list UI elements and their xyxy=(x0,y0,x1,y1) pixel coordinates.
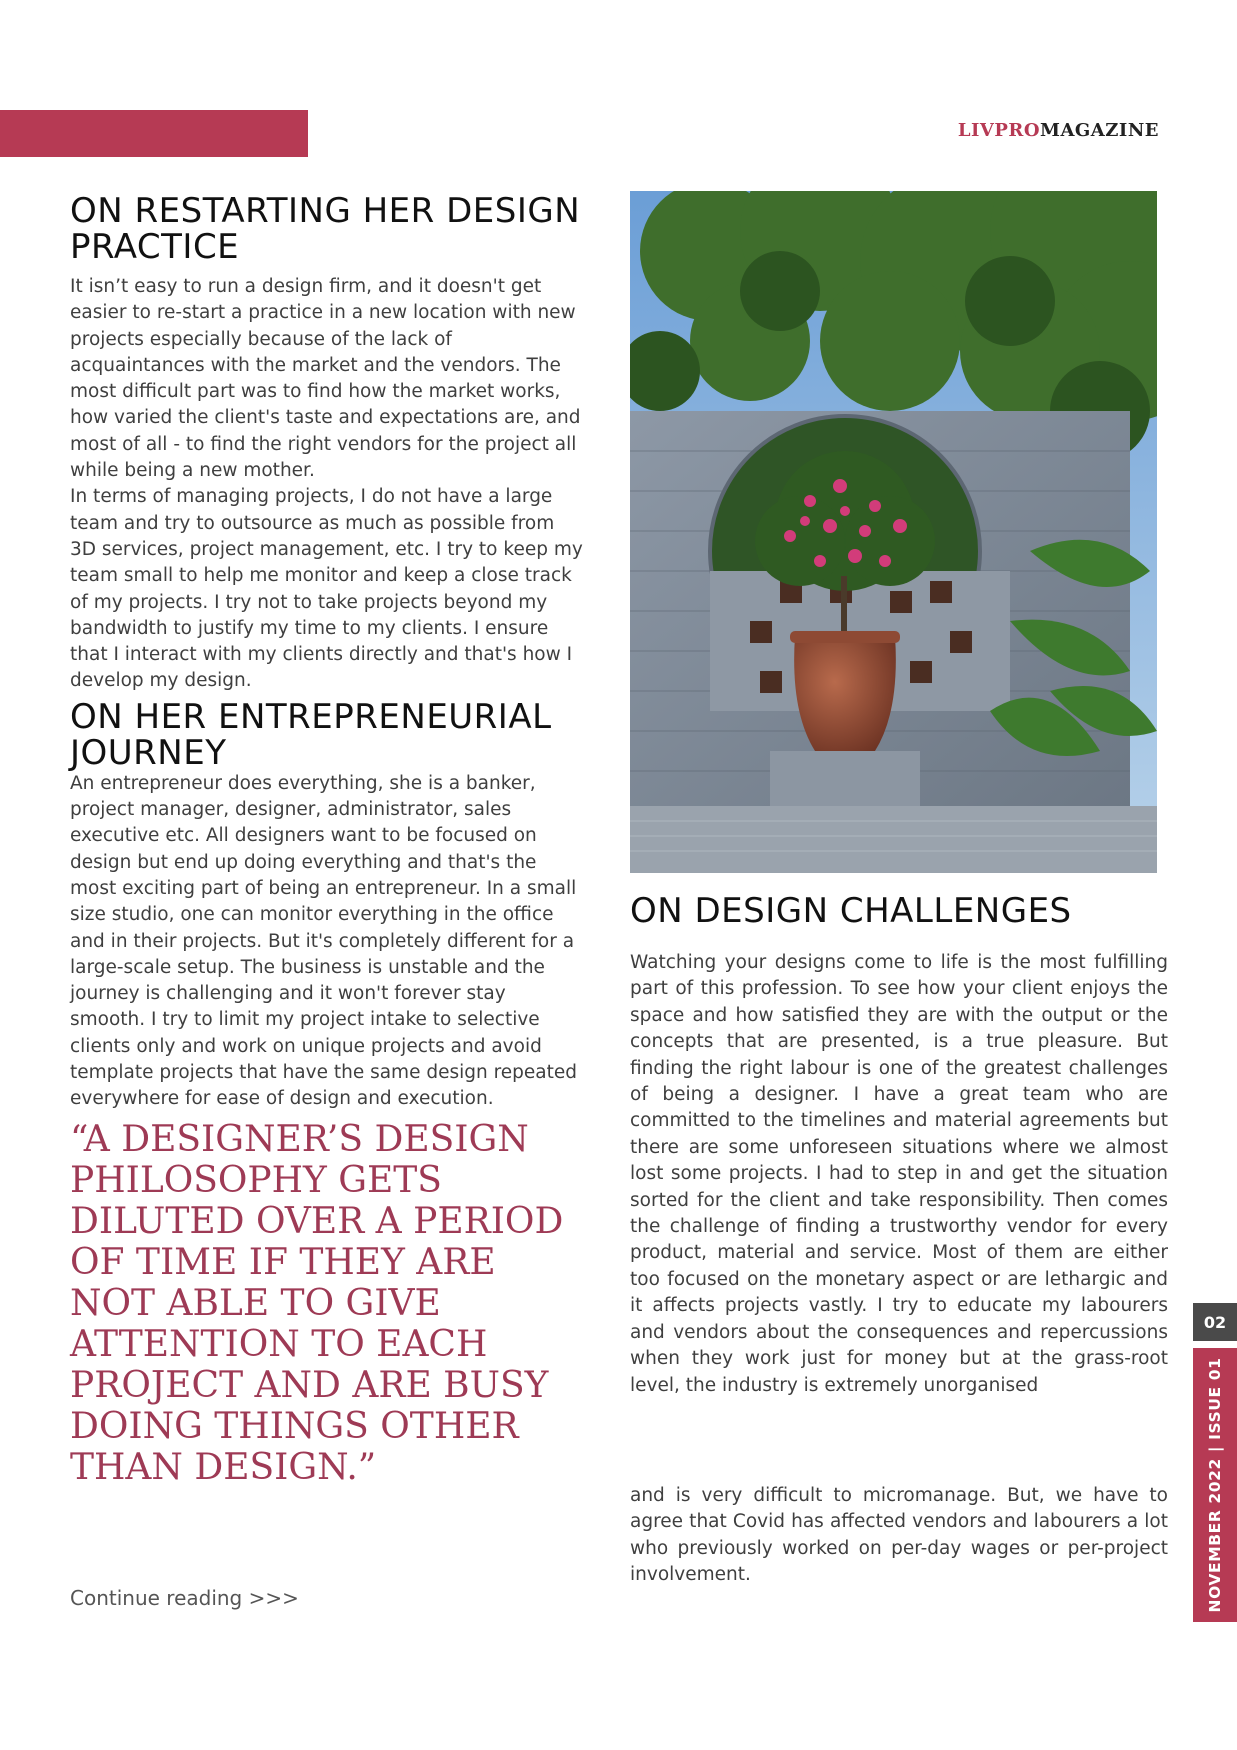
issue-sidebar xyxy=(1193,1348,1237,1622)
pull-quote: “A DESIGNER’S DESIGN PHILOSOPHY GETS DILUTED OVER A PERIOD OF TIME IF THEY ARE NOT ABLE TO GIVE ATTENTION TO EACH PROJECT AND ARE BUSY DOING THINGS OTHER THAN DESIGN.” xyxy=(70,1118,564,1488)
brand-part1: LIVPRO xyxy=(957,120,1041,141)
photo-illustration xyxy=(630,191,1157,873)
section-heading-design-challenges: ON DESIGN CHALLENGES xyxy=(630,891,1072,931)
section-heading-restarting: ON RESTARTING HER DESIGN PRACTICE xyxy=(70,191,581,267)
issue-label: NOVEMBER 2022 | ISSUE 01 xyxy=(1206,1357,1224,1613)
brand-part2: MAGAZINE xyxy=(1040,120,1159,141)
section1-paragraph2: In terms of managing projects, I do not have a large team and try to outsource as much as possible from 3D services, project management, etc. I try to keep my team small to help me monitor and keep a close track of my projects. I try not to take projects beyond my bandwidth to justify my time to my clients. I ensure that I interact with my clients directly and that's how I develop my design. xyxy=(70,486,583,692)
top-accent-bar xyxy=(0,110,308,157)
left-column xyxy=(70,193,585,1488)
magazine-brand xyxy=(958,120,1159,141)
section3-paragraph2: and is very difficult to micromanage. But, we have to agree that Covid has affected vendors and labourers a lot who previously worked on per-day wages or per-project involvement. xyxy=(630,1485,1168,1586)
continue-reading-link[interactable]: Continue reading >>> xyxy=(70,1586,299,1610)
section3-paragraph1: Watching your designs come to life is the most fulfilling part of this profession. To see how your client enjoys the space and how satisfied they are with the output or the concepts that are presented, is a true pleasure. But finding the right labour is one of the greatest challenges of being a designer. I have a great team who are committed to the timelines and material agreements but there are some unforeseen situations where we almost lost some projects. I had to step in and get the situation sorted for the client and take responsibility. Then comes the challenge of finding a trustworthy vendor for every product, material and service. Most of them are either too focused on the monetary aspect or are lethargic and it affects projects vastly. I try to educate my labourers and vendors about the consequences and repercussions when they work just for money but at the grass-root level, the industry is extremely unorganised xyxy=(630,952,1168,1396)
section1-paragraph1: It isn’t easy to run a design firm, and it doesn't get easier to re-start a practice in a new location with new projects especially because of the lack of acquaintances with the market and the vendors. The most difficult part was to find how the market works, how varied the client's taste and expectations are, and most of all - to find the right vendors for the project all while being a new mother. xyxy=(70,276,581,482)
page-number: 02 xyxy=(1193,1303,1237,1341)
right-column xyxy=(630,893,1168,1399)
section-heading-entrepreneurial: ON HER ENTREPRENEURIAL JOURNEY xyxy=(70,696,552,773)
garden-wall-photo xyxy=(630,191,1157,873)
section2-paragraph: An entrepreneur does everything, she is a banker, project manager, designer, administrator, sales executive etc. All designers want to be focused on design but end up doing everything and that's the most exciting part of being an entrepreneur. In a small size studio, one can monitor everything in the office and in their projects. But it's completely different for a large-scale setup. The business is unstable and the journey is challenging and it won't forever stay smooth. I try to limit my project intake to selective clients only and work on unique projects and avoid template projects that have the same design repeated everywhere for ease of design and execution. xyxy=(70,772,578,1110)
